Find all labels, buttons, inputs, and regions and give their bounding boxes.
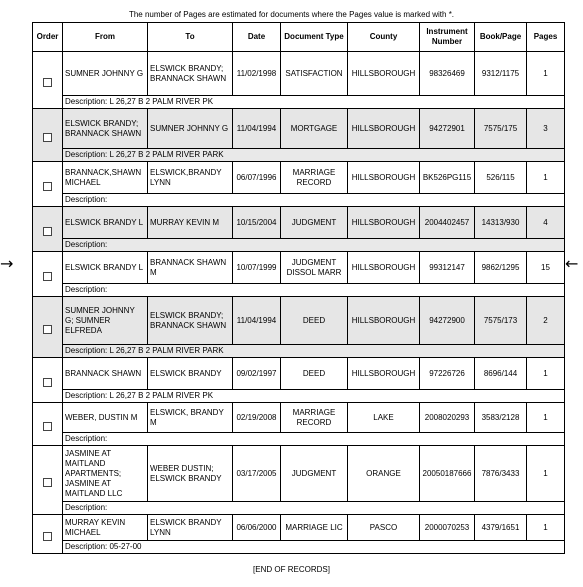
record-date: 11/04/1994 [233, 109, 281, 149]
record-pages: 1 [527, 358, 565, 390]
record-to: ELSWICK BRANDY LYNN [148, 515, 233, 541]
header-date: Date [233, 23, 281, 52]
record-order-cell [33, 403, 63, 446]
record-order-cell [33, 207, 63, 252]
record-date: 11/04/1994 [233, 297, 281, 345]
record-description: Description: [63, 433, 565, 446]
record-pages: 3 [527, 109, 565, 149]
record-to: MURRAY KEVIN M [148, 207, 233, 239]
header-document-type: Document Type [281, 23, 348, 52]
record-county: LAKE [348, 403, 420, 433]
record-date: 06/07/1996 [233, 162, 281, 194]
record-from: BRANNACK SHAWN [63, 358, 148, 390]
record-county: HILLSBOROUGH [348, 52, 420, 96]
record-date: 09/02/1997 [233, 358, 281, 390]
record-book-page: 7575/175 [475, 109, 527, 149]
record-order-cell [33, 358, 63, 403]
record-instrument-number: 2004402457 [420, 207, 475, 239]
record-order-cell [33, 109, 63, 162]
record-description-row [33, 239, 565, 252]
record-date: 03/17/2005 [233, 446, 281, 502]
record-from: JASMINE AT MAITLAND APARTMENTS; JASMINE AT MAITLAND LLC [63, 446, 148, 502]
record-to: ELSWICK, BRANDY M [148, 403, 233, 433]
record-document-type: MARRIAGE LIC [281, 515, 348, 541]
record-from: BRANNACK,SHAWN MICHAEL [63, 162, 148, 194]
record-book-page: 4379/1651 [475, 515, 527, 541]
record-instrument-number: 20050187666 [420, 446, 475, 502]
record-description: Description: [63, 194, 565, 207]
header-from: From [63, 23, 148, 52]
left-arrow-marker: → [0, 254, 14, 273]
record-document-type: MARRIAGE RECORD [281, 403, 348, 433]
record-from: ELSWICK BRANDY L [63, 207, 148, 239]
order-checkbox[interactable] [43, 272, 52, 281]
header-instrument-number: Instrument Number [420, 23, 475, 52]
record-description-row [33, 345, 565, 358]
record-description: Description: L 26,27 B 2 PALM RIVER PARK [63, 149, 565, 162]
record-county: HILLSBOROUGH [348, 252, 420, 284]
order-checkbox[interactable] [43, 378, 52, 387]
record-description-row [33, 96, 565, 109]
header-book-page: Book/Page [475, 23, 527, 52]
record-row [33, 446, 565, 502]
order-checkbox[interactable] [43, 133, 52, 142]
record-instrument-number: 98326469 [420, 52, 475, 96]
record-order-cell [33, 52, 63, 109]
pages-estimate-notice: The number of Pages are estimated for documents where the Pages value is marked with *. [128, 10, 455, 19]
record-to: WEBER DUSTIN; ELSWICK BRANDY [148, 446, 233, 502]
record-instrument-number: 97226726 [420, 358, 475, 390]
header-row [33, 23, 565, 52]
record-document-type: JUDGMENT [281, 207, 348, 239]
record-county: HILLSBOROUGH [348, 358, 420, 390]
record-document-type: JUDGMENT DISSOL MARR [281, 252, 348, 284]
record-document-type: JUDGMENT [281, 446, 348, 502]
record-to: ELSWICK BRANDY [148, 358, 233, 390]
record-to: ELSWICK,BRANDY LYNN [148, 162, 233, 194]
record-pages: 2 [527, 297, 565, 345]
record-pages: 15 [527, 252, 565, 284]
record-document-type: MARRIAGE RECORD [281, 162, 348, 194]
record-date: 10/07/1999 [233, 252, 281, 284]
record-instrument-number: 2008020293 [420, 403, 475, 433]
record-book-page: 526/115 [475, 162, 527, 194]
record-description: Description: 05-27-00 [63, 541, 565, 554]
record-county: HILLSBOROUGH [348, 207, 420, 239]
record-description: Description: [63, 239, 565, 252]
order-checkbox[interactable] [43, 227, 52, 236]
record-date: 02/19/2008 [233, 403, 281, 433]
record-date: 06/06/2000 [233, 515, 281, 541]
record-instrument-number: BK526PG115 [420, 162, 475, 194]
record-description: Description: [63, 284, 565, 297]
record-order-cell [33, 252, 63, 297]
record-order-cell [33, 162, 63, 207]
record-description-row [33, 149, 565, 162]
record-to: SUMNER JOHNNY G [148, 109, 233, 149]
record-from: SUMNER JOHNNY G [63, 52, 148, 96]
record-pages: 1 [527, 515, 565, 541]
record-description-row [33, 194, 565, 207]
end-of-records: [END OF RECORDS] [253, 565, 330, 574]
record-row [33, 515, 565, 541]
order-checkbox[interactable] [43, 78, 52, 87]
record-to: BRANNACK SHAWN M [148, 252, 233, 284]
record-row [33, 358, 565, 390]
record-book-page: 3583/2128 [475, 403, 527, 433]
record-document-type: DEED [281, 358, 348, 390]
record-order-cell [33, 297, 63, 358]
record-date: 10/15/2004 [233, 207, 281, 239]
record-from: SUMNER JOHNNY G; SUMNER ELFREDA [63, 297, 148, 345]
record-county: ORANGE [348, 446, 420, 502]
record-description-row [33, 502, 565, 515]
record-row [33, 297, 565, 345]
record-pages: 4 [527, 207, 565, 239]
record-row [33, 403, 565, 433]
order-checkbox[interactable] [43, 182, 52, 191]
header-pages: Pages [527, 23, 565, 52]
record-description-row [33, 541, 565, 554]
record-row [33, 52, 565, 96]
record-pages: 1 [527, 162, 565, 194]
record-description-row [33, 284, 565, 297]
record-document-type: MORTGAGE [281, 109, 348, 149]
record-from: ELSWICK BRANDY L [63, 252, 148, 284]
header-county: County [348, 23, 420, 52]
record-document-type: DEED [281, 297, 348, 345]
record-description: Description: L 26,27 B 2 PALM RIVER PK [63, 390, 565, 403]
record-pages: 1 [527, 52, 565, 96]
record-book-page: 7876/3433 [475, 446, 527, 502]
header-order: Order [33, 23, 63, 52]
record-description: Description: L 26,27 B 2 PALM RIVER PK [63, 96, 565, 109]
record-book-page: 14313/930 [475, 207, 527, 239]
record-book-page: 8696/144 [475, 358, 527, 390]
record-instrument-number: 94272901 [420, 109, 475, 149]
record-order-cell [33, 515, 63, 554]
record-row [33, 207, 565, 239]
record-county: HILLSBOROUGH [348, 162, 420, 194]
record-book-page: 7575/173 [475, 297, 527, 345]
record-instrument-number: 2000070253 [420, 515, 475, 541]
record-document-type: SATISFACTION [281, 52, 348, 96]
record-from: WEBER, DUSTIN M [63, 403, 148, 433]
order-checkbox[interactable] [43, 478, 52, 487]
record-book-page: 9862/1295 [475, 252, 527, 284]
record-pages: 1 [527, 446, 565, 502]
order-checkbox[interactable] [43, 422, 52, 431]
record-to: ELSWICK BRANDY; BRANNACK SHAWN [148, 297, 233, 345]
record-date: 11/02/1998 [233, 52, 281, 96]
record-to: ELSWICK BRANDY; BRANNACK SHAWN [148, 52, 233, 96]
order-checkbox[interactable] [43, 532, 52, 541]
records-table [32, 22, 565, 554]
record-order-cell [33, 446, 63, 515]
order-checkbox[interactable] [43, 325, 52, 334]
record-from: MURRAY KEVIN MICHAEL [63, 515, 148, 541]
record-description-row [33, 433, 565, 446]
record-instrument-number: 99312147 [420, 252, 475, 284]
record-county: HILLSBOROUGH [348, 297, 420, 345]
record-description-row [33, 390, 565, 403]
right-arrow-marker: ← [565, 254, 579, 273]
record-county: HILLSBOROUGH [348, 109, 420, 149]
record-book-page: 9312/1175 [475, 52, 527, 96]
record-row [33, 252, 565, 284]
record-instrument-number: 94272900 [420, 297, 475, 345]
record-description: Description: L 26,27 B 2 PALM RIVER PARK [63, 345, 565, 358]
record-description: Description: [63, 502, 565, 515]
record-row [33, 162, 565, 194]
record-row [33, 109, 565, 149]
header-to: To [148, 23, 233, 52]
record-from: ELSWICK BRANDY; BRANNACK SHAWN [63, 109, 148, 149]
record-pages: 1 [527, 403, 565, 433]
record-county: PASCO [348, 515, 420, 541]
